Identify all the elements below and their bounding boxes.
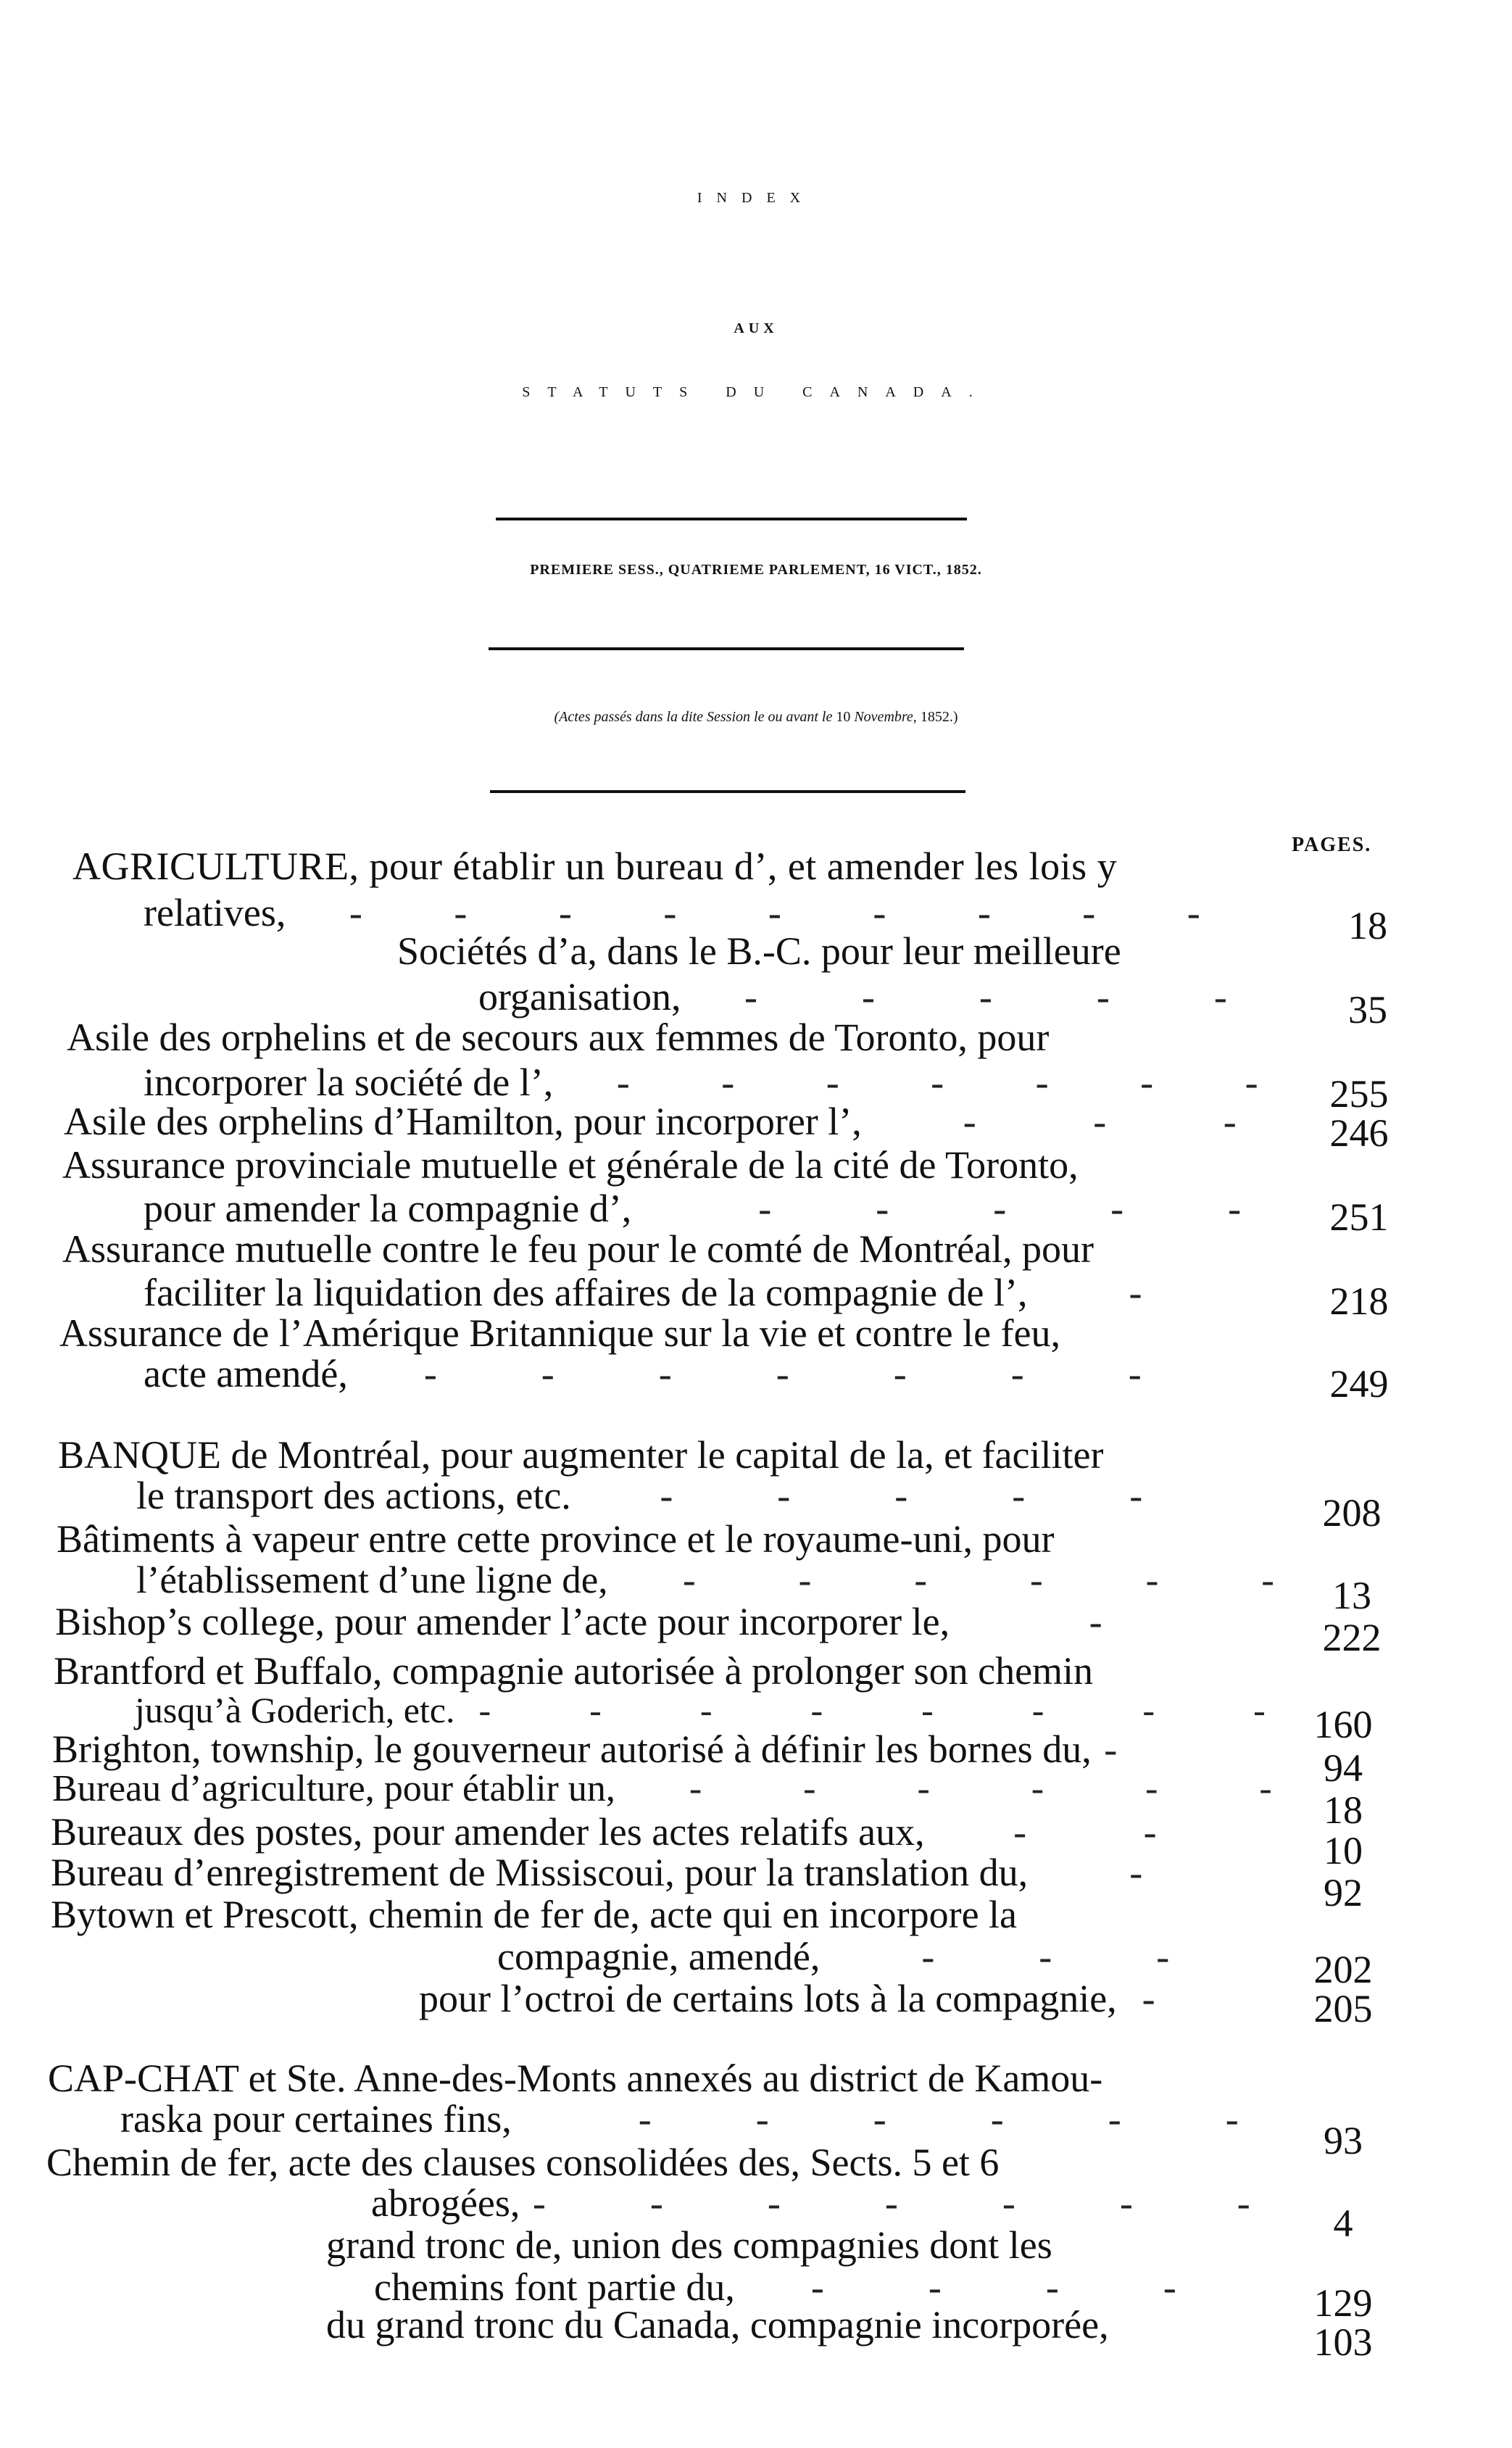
page-title: INDEX (697, 190, 815, 206)
entry-line: acte amendé, - - - - - - - (144, 1352, 1145, 1395)
entry-line: Bytown et Prescott, chemin de fer de, acte qui en incorpore la (51, 1893, 1018, 1936)
divider-rule (489, 647, 964, 650)
entry-line: Assurance de l’Amérique Britannique sur la vie et contre le feu, (59, 1311, 1060, 1355)
entry-line: grand tronc de, union des compagnies dont les (326, 2223, 1052, 2267)
entry-line: raska pour certaines fins, - - - - - - (120, 2097, 1242, 2141)
entry-line: BANQUE de Montréal, pour augmenter le capital de la, et faciliter (58, 1433, 1104, 1477)
entry-line: Asile des orphelins et de secours aux femmes de Toronto, pour (67, 1016, 1050, 1059)
entry-line: incorporer la société de l’, - - - - - - - (144, 1061, 1261, 1104)
page-number: 129 (1313, 2281, 1373, 2325)
entry-line: chemins font partie du, - - - - (374, 2265, 1179, 2309)
page-number: 218 (1329, 1279, 1389, 1323)
divider-rule (490, 790, 965, 793)
page-number: 18 (1324, 1788, 1363, 1832)
subtitle: STATUTS DU CANADA. (522, 384, 990, 400)
page-number: 10 (1324, 1829, 1363, 1872)
page-number: 222 (1322, 1616, 1382, 1659)
entry-line: le transport des actions, etc. - - - - - (136, 1474, 1146, 1517)
entry-line: Bureau d’enregistrement de Missiscoui, pour la translation du, - (51, 1851, 1146, 1894)
page-number: 160 (1313, 1703, 1373, 1746)
entry-line: Bishop’s college, pour amender l’acte pour incorporer le, - (55, 1600, 1105, 1643)
entry-line: Assurance mutuelle contre le feu pour le comté de Montréal, pour (62, 1227, 1094, 1271)
entry-line: Brantford et Buffalo, compagnie autorisée à prolonger son chemin (54, 1649, 1094, 1693)
page-number: 92 (1324, 1871, 1363, 1914)
entry-line: Sociétés d’a, dans le B.-C. pour leur meilleure (397, 929, 1121, 973)
entry-line: AGRICULTURE, pour établir un bureau d’, et amender les lois y (72, 845, 1118, 888)
session-note: (Actes passés dans la dite Session le ou avant le 10 Novembre, 1852.) (554, 709, 958, 725)
entry-line: organisation, - - - - - (478, 975, 1230, 1018)
entry-line: Asile des orphelins d’Hamilton, pour incorporer l’, - - - (64, 1100, 1239, 1143)
entry-line: Brighton, township, le gouverneur autorisé à définir les bornes du, - (52, 1727, 1121, 1771)
page-number: 13 (1332, 1574, 1371, 1617)
page-number: 255 (1329, 1072, 1389, 1116)
page-number: 93 (1324, 2119, 1363, 2162)
entry-line: compagnie, amendé, - - - (497, 1935, 1173, 1978)
entry-line: du grand tronc du Canada, compagnie incorporée, (326, 2303, 1109, 2347)
page-number: 35 (1348, 988, 1387, 1032)
page-number: 208 (1322, 1491, 1382, 1535)
entry-line: Assurance provinciale mutuelle et générale de la cité de Toronto, (62, 1143, 1079, 1187)
page-number: 251 (1329, 1195, 1389, 1239)
entry-line: l’établissement d’une ligne de, - - - - - - (136, 1559, 1277, 1601)
page-number: 202 (1313, 1948, 1373, 1991)
page-number: 103 (1313, 2320, 1373, 2364)
page-number: 4 (1333, 2202, 1353, 2245)
entry-line: pour amender la compagnie d’, - - - - - (144, 1187, 1245, 1230)
aux-word: AUX (734, 320, 778, 336)
entry-line: pour l’octroi de certains lots à la compagnie, - (419, 1977, 1158, 2020)
entry-line: Bâtiments à vapeur entre cette province et le royaume-uni, pour (57, 1517, 1055, 1561)
page-number: 249 (1329, 1362, 1389, 1406)
page-number: 18 (1348, 904, 1387, 947)
pages-column-header: PAGES. (1292, 834, 1372, 856)
entry-line: abrogées, - - - - - - - (371, 2181, 1253, 2225)
session-line: PREMIERE SESS., QUATRIEME PARLEMENT, 16 VICT., 1852. (530, 562, 982, 578)
page-number: 94 (1324, 1746, 1363, 1790)
entry-line: CAP-CHAT et Ste. Anne-des-Monts annexés au district de Kamou- (48, 2057, 1103, 2100)
entry-line: Bureaux des postes, pour amender les actes relatifs aux, - - (51, 1810, 1160, 1854)
entry-line: faciliter la liquidation des affaires de la compagnie de l’, - (144, 1271, 1145, 1314)
entry-line: Bureau d’agriculture, pour établir un, - - - - - - (52, 1768, 1275, 1809)
entry-line: relatives, - - - - - - - - - (144, 891, 1203, 934)
page-number: 246 (1329, 1111, 1389, 1155)
page-number: 205 (1313, 1987, 1373, 2030)
divider-rule (496, 518, 967, 520)
entry-line: Chemin de fer, acte des clauses consolidées des, Sects. 5 et 6 (46, 2141, 1000, 2184)
entry-line: jusqu’à Goderich, etc. - - - - - - - - (135, 1690, 1268, 1730)
